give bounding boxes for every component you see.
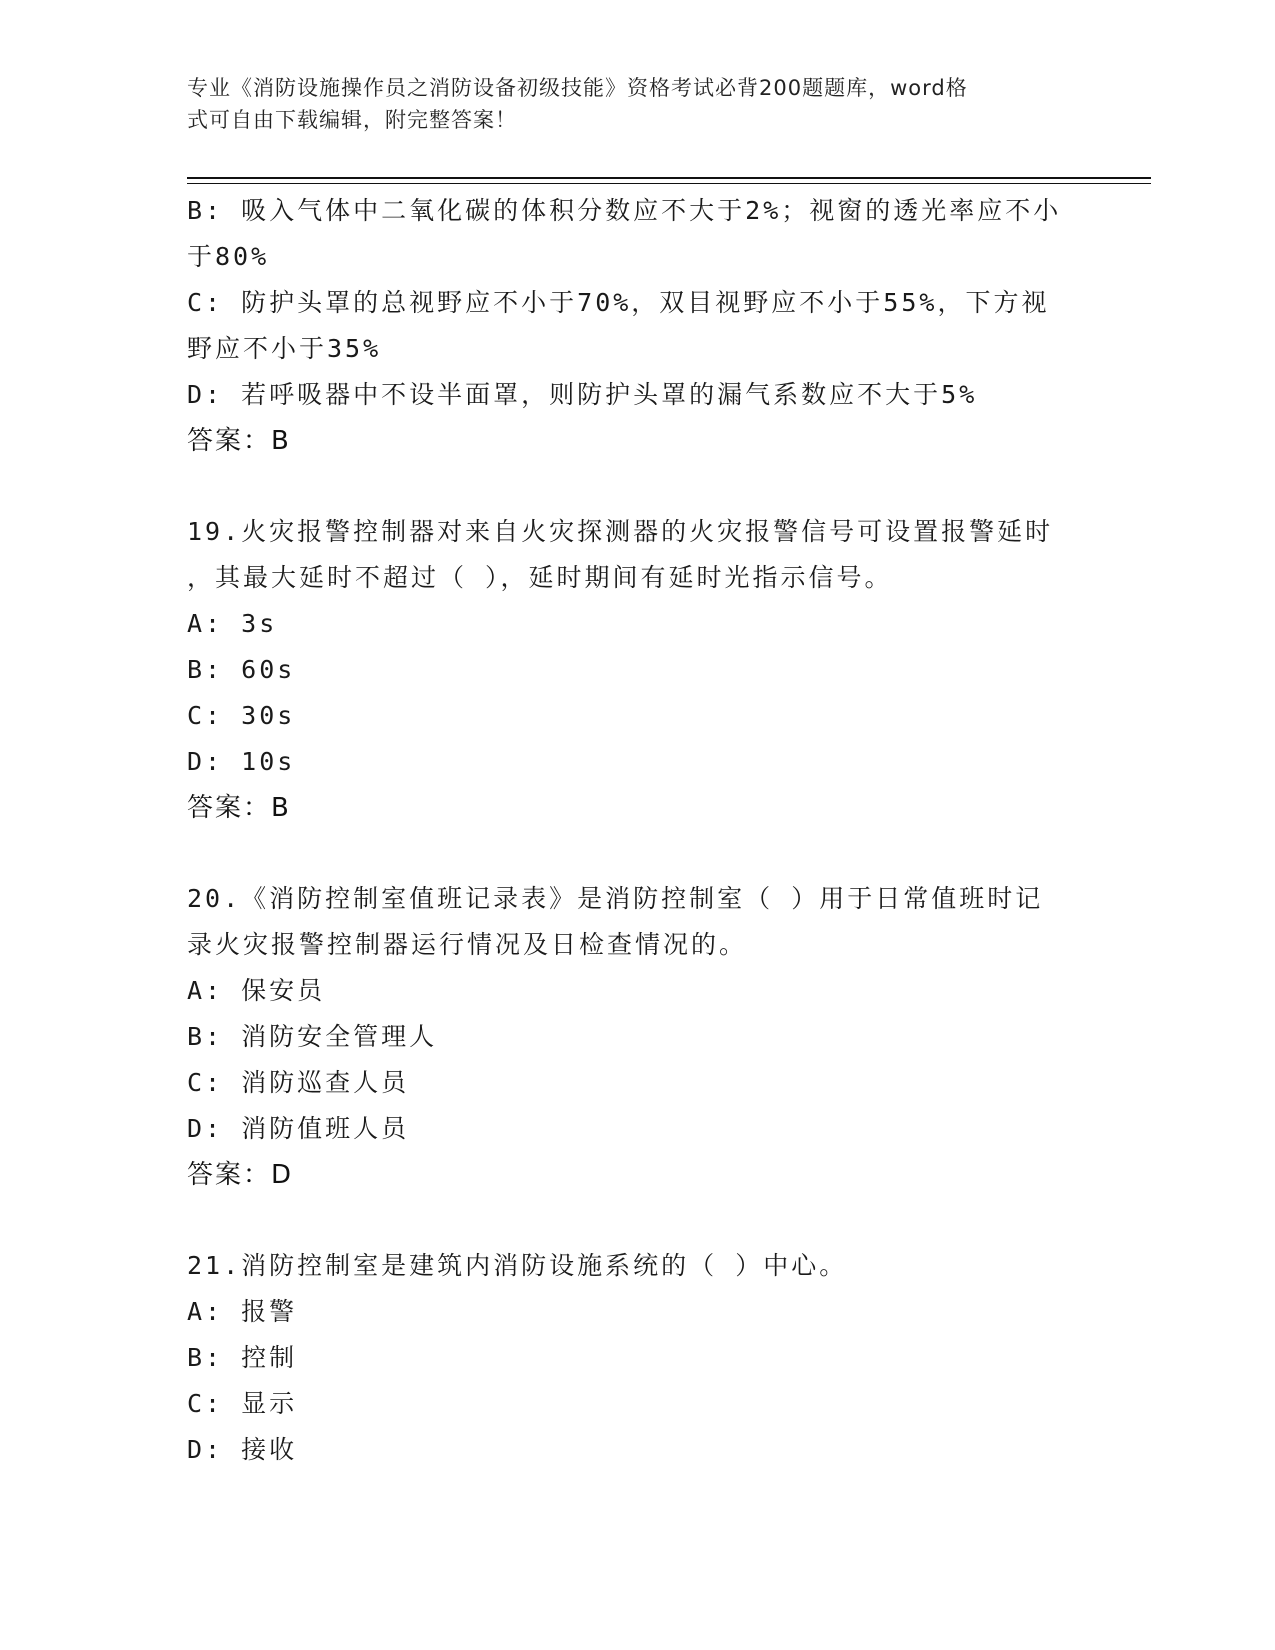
question-stem-line-1: 21.消防控制室是建筑内消防设施系统的（ ）中心。 [187,1251,848,1280]
option-a: A: 报警 [187,1297,298,1326]
header-line-2: 式可自由下载编辑，附完整答案！ [187,108,517,132]
document-header [187,72,1087,136]
question-stem-line-1: 19.火灾报警控制器对来自火灾探测器的火灾报警信号可设置报警延时 [187,517,1054,546]
option-c: C: 30s [187,701,296,730]
header-line-1: 专业《消防设施操作员之消防设备初级技能》资格考试必背200题题库，word格 [187,76,968,100]
answer: 答案：B [187,793,291,823]
question-20 [187,876,1087,1198]
option-d: D: 消防值班人员 [187,1114,410,1143]
option-c: C: 消防巡查人员 [187,1068,410,1097]
option-a: A: 3s [187,609,278,638]
question-stem-line-1: 20.《消防控制室值班记录表》是消防控制室（ ）用于日常值班时记 [187,884,1044,913]
option-d: D: 接收 [187,1435,298,1464]
question-18-tail [187,188,1087,464]
option-c: C: 显示 [187,1389,298,1418]
question-list [187,188,1087,1473]
header-divider-thin [187,183,1151,184]
option-b-line-1: B: 吸入气体中二氧化碳的体积分数应不大于2%；视窗的透光率应不小 [187,196,1062,225]
question-stem-line-2: ，其最大延时不超过（ ），延时期间有延时光指示信号。 [187,563,893,592]
question-19 [187,509,1087,831]
option-d: D: 10s [187,747,296,776]
answer: 答案：B [187,426,291,456]
option-b: B: 控制 [187,1343,298,1372]
option-c-line-2: 野应不小于35% [187,334,382,363]
option-b: B: 消防安全管理人 [187,1022,438,1051]
question-21 [187,1243,1087,1473]
option-a: A: 保安员 [187,976,326,1005]
option-d: D: 若呼吸器中不设半面罩，则防护头罩的漏气系数应不大于5% [187,380,978,409]
option-c-line-1: C: 防护头罩的总视野应不小于70%，双目视野应不小于55%，下方视 [187,288,1050,317]
answer: 答案：D [187,1160,294,1190]
question-stem-line-2: 录火灾报警控制器运行情况及日检查情况的。 [187,930,748,959]
option-b: B: 60s [187,655,296,684]
option-b-line-2: 于80% [187,242,270,271]
header-divider-thick [187,177,1151,179]
